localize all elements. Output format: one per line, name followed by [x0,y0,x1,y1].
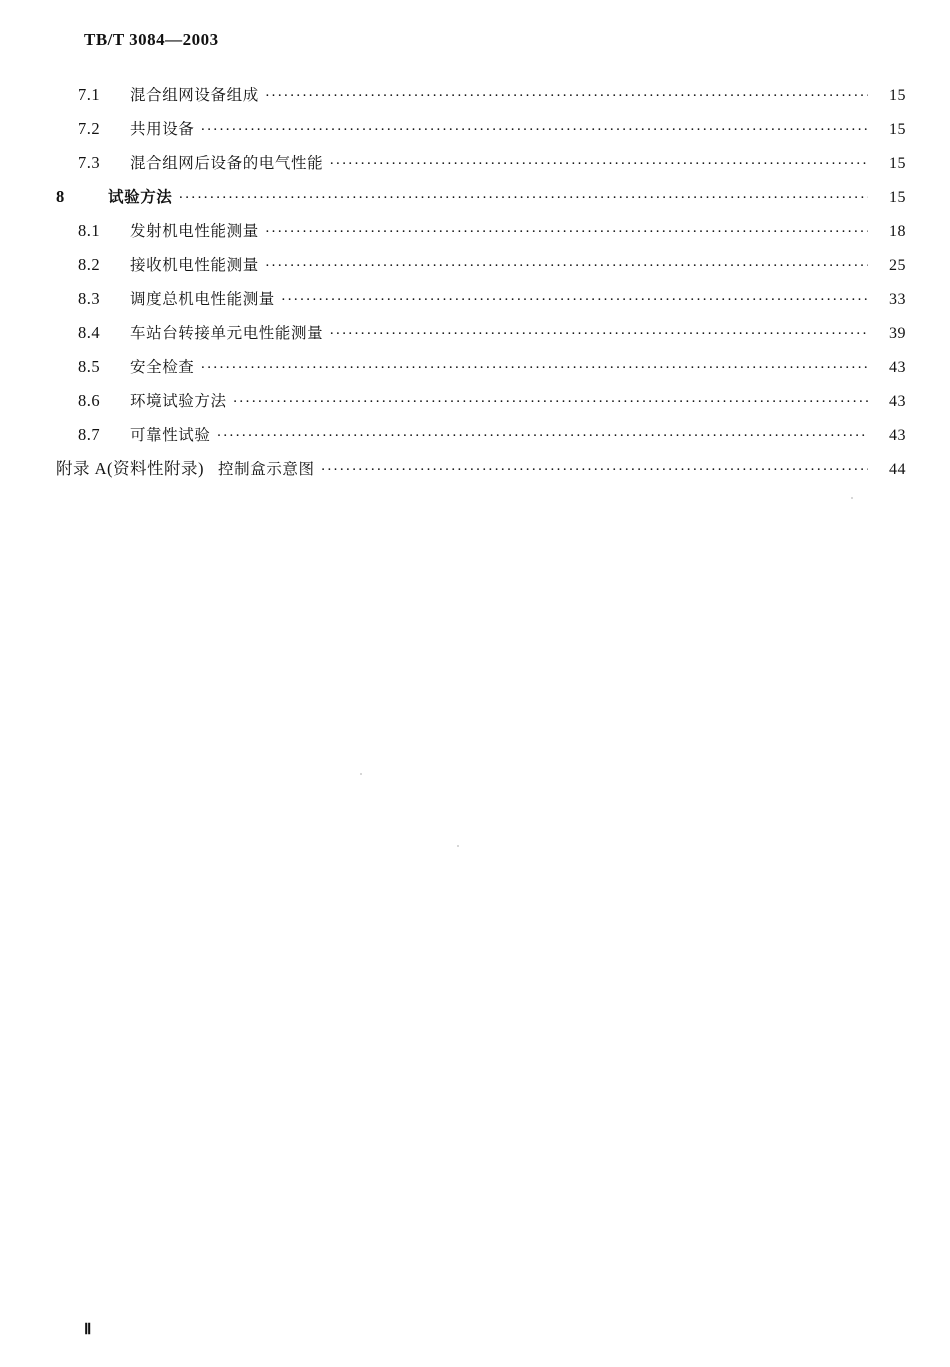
toc-leader-dots [281,283,868,317]
toc-entry-title: 环境试验方法 [130,392,227,410]
toc-entry-title: 调度总机电性能测量 [130,290,275,308]
toc-entry-number: 8.2 [78,255,101,274]
toc-entry-number: 附录 A(资料性附录) [56,459,205,478]
toc-entry-page: 15 [889,87,906,104]
toc-leader-dots [217,419,868,453]
toc-entry[interactable] [56,350,906,384]
toc-entry-number: 8.3 [78,289,101,308]
toc-entry-number: 7.3 [78,153,101,172]
page-number-footer: Ⅱ [84,1322,93,1338]
toc-leader-dots [265,249,868,283]
toc-entry-number: 8.5 [78,357,101,376]
toc-entry-title: 接收机电性能测量 [130,256,259,274]
toc-entry[interactable] [56,146,906,180]
toc-leader-dots [321,453,868,487]
toc-entry-title: 控制盒示意图 [218,460,315,478]
toc-entry-page: 15 [889,189,906,206]
toc-entry[interactable] [56,78,906,112]
toc-leader-dots [329,147,868,181]
table-of-contents [56,78,906,486]
toc-entry-page: 33 [889,291,906,308]
standard-number-header: TB/T 3084—2003 [84,30,219,49]
toc-entry-title: 车站台转接单元电性能测量 [130,324,324,342]
toc-leader-dots [329,317,868,351]
toc-entry[interactable] [56,316,906,350]
toc-entry-page: 43 [889,359,906,376]
toc-entry[interactable] [56,384,906,418]
toc-leader-dots [265,215,868,249]
toc-entry-title: 安全检查 [130,358,195,376]
toc-entry-annex[interactable] [56,452,906,486]
toc-entry-number: 8.4 [78,323,101,342]
toc-entry[interactable] [56,248,906,282]
toc-entry-page: 39 [889,325,906,342]
toc-entry-title: 可靠性试验 [130,426,211,444]
scan-speck [851,497,853,499]
toc-entry-number: 8.1 [78,221,101,240]
toc-leader-dots [200,113,868,147]
toc-entry-number: 8.7 [78,425,101,444]
toc-entry-number: 8 [56,187,65,206]
toc-entry-number: 8.6 [78,391,101,410]
toc-leader-dots [233,385,868,419]
toc-entry[interactable] [56,180,906,214]
toc-leader-dots [265,79,868,113]
toc-entry-page: 15 [889,121,906,138]
toc-entry-page: 18 [889,223,906,240]
toc-entry-page: 15 [889,155,906,172]
scan-speck [360,773,362,775]
toc-entry[interactable] [56,282,906,316]
toc-entry-page: 44 [889,461,906,478]
toc-entry-title: 试验方法 [108,188,173,206]
toc-entry[interactable] [56,112,906,146]
toc-entry[interactable] [56,214,906,248]
toc-leader-dots [200,351,868,385]
toc-entry-page: 43 [889,427,906,444]
toc-leader-dots [178,181,868,215]
toc-entry-title: 混合组网设备组成 [130,86,259,104]
toc-entry-title: 混合组网后设备的电气性能 [130,154,324,172]
toc-entry-page: 43 [889,393,906,410]
scan-speck [457,845,459,847]
toc-entry-number: 7.1 [78,85,101,104]
toc-entry-title: 发射机电性能测量 [130,222,259,240]
toc-entry-number: 7.2 [78,119,101,138]
toc-entry[interactable] [56,418,906,452]
toc-entry-page: 25 [889,257,906,274]
toc-entry-title: 共用设备 [130,120,195,138]
